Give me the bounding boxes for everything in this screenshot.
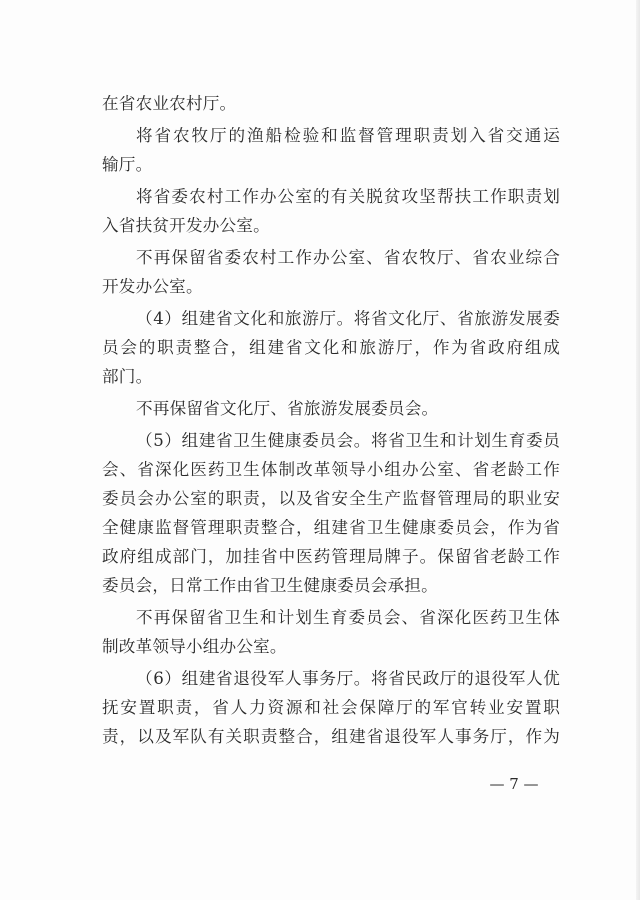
- text-line: 不再保留省文化厅、省旅游发展委员会。: [136, 399, 439, 418]
- text-line: 抚安置职责，省人力资源和社会保障厅的军官转业安置职: [102, 698, 560, 717]
- text-line: 委员会办公室的职责，以及省安全生产监督管理局的职业安: [102, 489, 560, 508]
- document-body: [102, 89, 560, 751]
- text-line: 政府组成部门，加挂省中医药管理局牌子。保留省老龄工作: [102, 547, 560, 566]
- text-line: 输厅。: [102, 155, 153, 174]
- text-line: 责，以及军队有关职责整合，组建省退役军人事务厅，作为: [102, 727, 560, 746]
- text-line: 将省委农村工作办公室的有关脱贫攻坚帮扶工作职责划: [136, 187, 560, 206]
- page-edge-shadow: [636, 0, 640, 900]
- text-line: （6）组建省退役军人事务厅。将省民政厅的退役军人优: [136, 669, 560, 688]
- text-line: （4）组建省文化和旅游厅。将省文化厅、省旅游发展委: [136, 309, 560, 328]
- text-line: （5）组建省卫生健康委员会。将省卫生和计划生育委员: [136, 431, 560, 450]
- text-line: 会、省深化医药卫生体制改革领导小组办公室、省老龄工作: [102, 460, 560, 479]
- text-line: 在省农业农村厅。: [102, 94, 237, 113]
- text-line: 委员会，日常工作由省卫生健康委员会承担。: [102, 576, 438, 595]
- text-line: 入省扶贫开发办公室。: [102, 216, 270, 235]
- text-line: 不再保留省卫生和计划生育委员会、省深化医药卫生体: [136, 608, 560, 627]
- text-line: 部门。: [102, 367, 153, 386]
- text-line: 全健康监督管理职责整合，组建省卫生健康委员会，作为省: [102, 518, 560, 537]
- text-line: 开发办公室。: [102, 277, 203, 296]
- text-line: 制改革领导小组办公室。: [102, 637, 287, 656]
- text-line: 不再保留省委农村工作办公室、省农牧厅、省农业综合: [136, 248, 560, 267]
- text-line: 将省农牧厅的渔船检验和监督管理职责划入省交通运: [136, 126, 560, 145]
- page-number: — 7 —: [489, 775, 539, 793]
- text-line: 员会的职责整合，组建省文化和旅游厅，作为省政府组成: [102, 338, 560, 357]
